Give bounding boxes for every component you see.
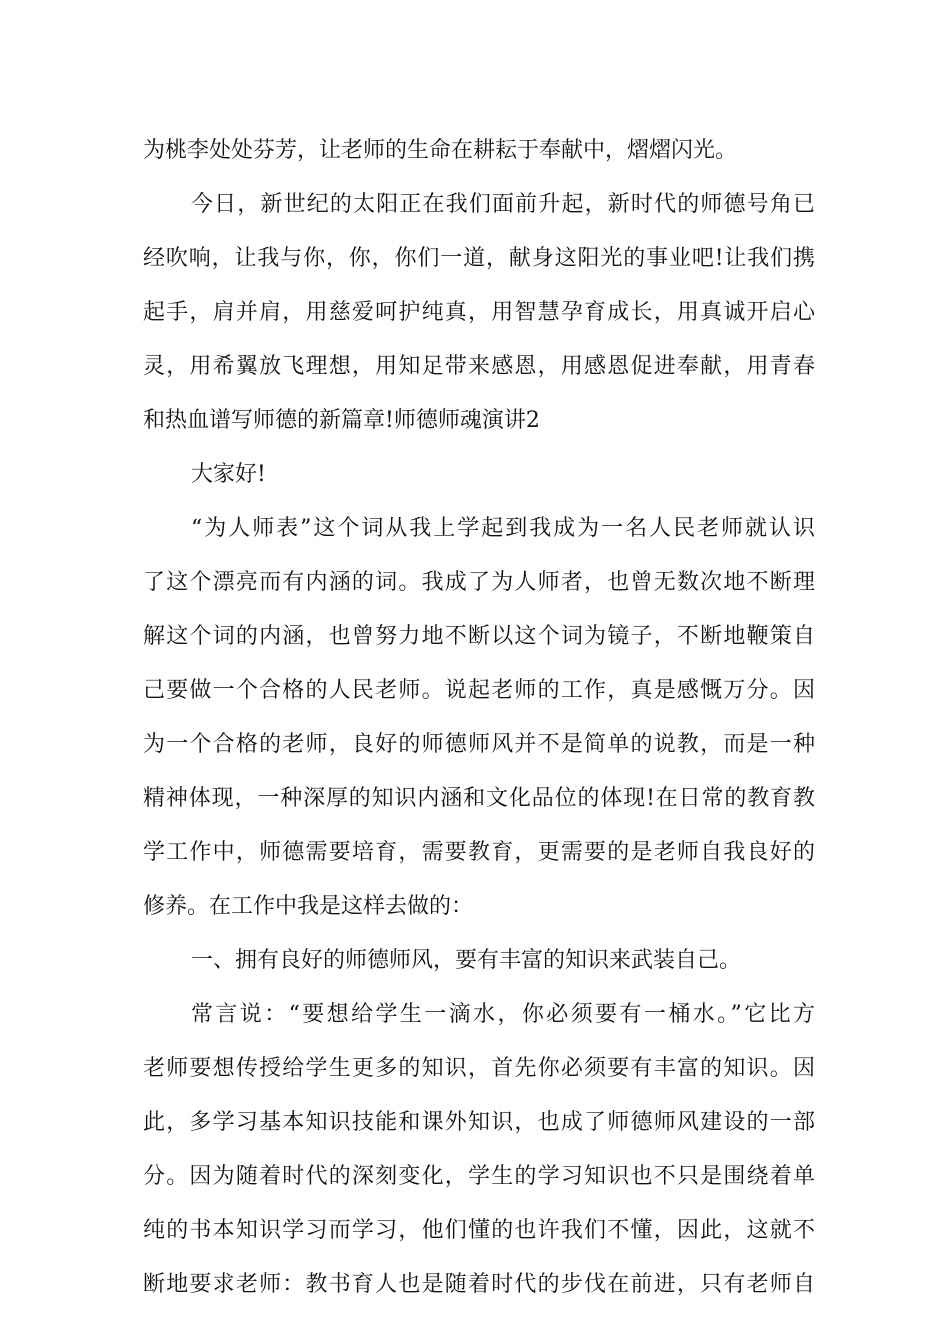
text-line: 纯的书本知识学习而学习，他们懂的也许我们不懂，因此，这就不 — [143, 1218, 815, 1243]
text-line: 了这个漂亮而有内涵的词。我成了为人师者，也曾无数次地不断理 — [143, 570, 815, 595]
text-line: 经吹响，让我与你，你，你们一道，献身这阳光的事业吧!让我们携 — [143, 246, 815, 271]
text-line: 分。因为随着时代的深刻变化，学生的学习知识也不只是围绕着单 — [143, 1164, 815, 1189]
text-line: 和热血谱写师德的新篇章!师德师魂演讲2 — [143, 408, 540, 433]
text-line: 精神体现，一种深厚的知识内涵和文化品位的体现!在日常的教育教 — [143, 786, 815, 811]
paragraph-first-line: 今日，新世纪的太阳正在我们面前升起，新时代的师德号角已 — [191, 192, 815, 217]
text-line: 为一个合格的老师，良好的师德师风并不是简单的说教，而是一种 — [143, 732, 815, 757]
section-heading: 一、拥有良好的师德师风，要有丰富的知识来武装自己。 — [191, 948, 742, 973]
text-line: 己要做一个合格的人民老师。说起老师的工作，真是感慨万分。因 — [143, 678, 815, 703]
paragraph-first-line: “为人师表”这个词从我上学起到我成为一名人民老师就认识 — [191, 516, 815, 541]
text-line: 修养。在工作中我是这样去做的： — [143, 894, 474, 919]
text-line: 灵，用希翼放飞理想，用知足带来感恩，用感恩促进奉献，用青春 — [143, 354, 815, 379]
text-line: 断地要求老师：教书育人也是随着时代的步伐在前进，只有老师自 — [143, 1272, 815, 1297]
text-line: 学工作中，师德需要培育，需要教育，更需要的是老师自我良好的 — [143, 840, 815, 865]
text-line: 老师要想传授给学生更多的知识，首先你必须要有丰富的知识。因 — [143, 1056, 815, 1081]
greeting-line: 大家好! — [191, 462, 266, 487]
paragraph-first-line: 常言说：“要想给学生一滴水，你必须要有一桶水。”它比方 — [191, 1002, 815, 1027]
text-line: 为桃李处处芬芳，让老师的生命在耕耘于奉献中，熠熠闪光。 — [143, 138, 738, 163]
text-line: 解这个词的内涵，也曾努力地不断以这个词为镜子，不断地鞭策自 — [143, 624, 815, 649]
text-line: 此，多学习基本知识技能和课外知识，也成了师德师风建设的一部 — [143, 1110, 815, 1135]
text-line: 起手，肩并肩，用慈爱呵护纯真，用智慧孕育成长，用真诚开启心 — [143, 300, 815, 325]
